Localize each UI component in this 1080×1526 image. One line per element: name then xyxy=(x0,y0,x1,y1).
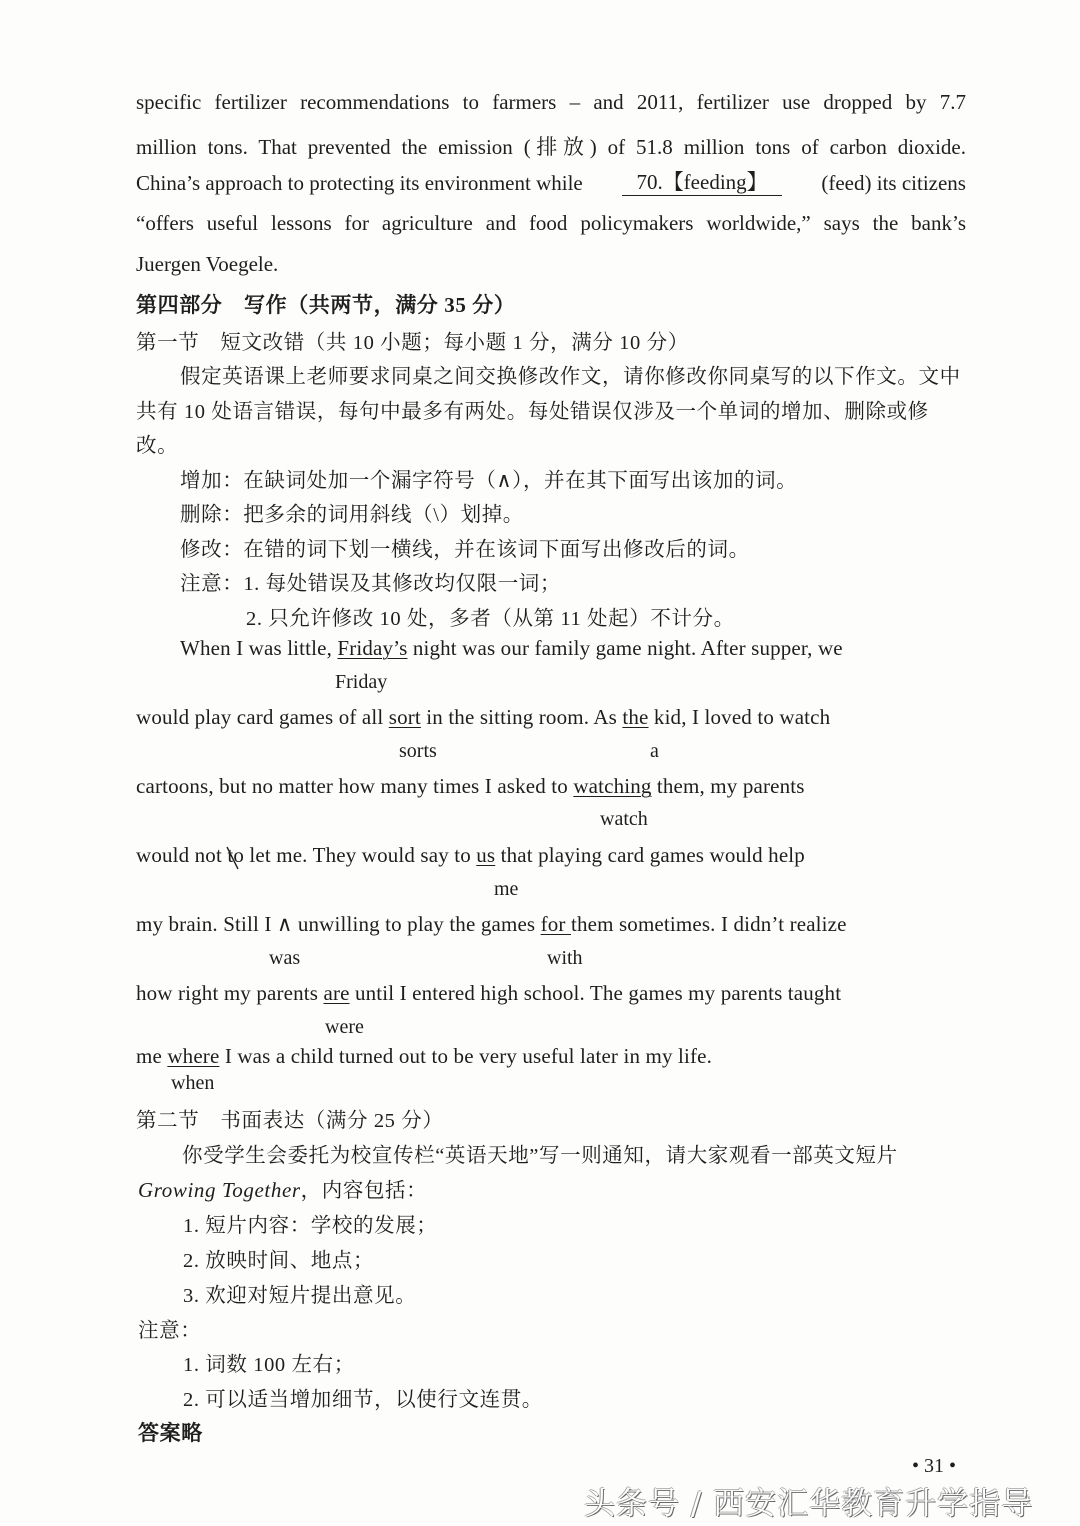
section2-note-2: 2. 可以适当增加细节，以使行文连贯。 xyxy=(183,1389,543,1411)
error-word: the xyxy=(622,705,649,729)
essay-text: cartoons, but no matter how many times I asked to xyxy=(136,774,574,798)
correction-word: when xyxy=(171,1072,215,1094)
essay-text: let me. They would say to xyxy=(243,843,477,867)
error-word: us xyxy=(476,843,496,867)
essay-text: kid, I loved to watch xyxy=(648,705,831,729)
instruction-line-1: 假定英语课上老师要求同桌之间交换修改作文，请你修改你同桌写的以下作文。文中 xyxy=(180,366,961,388)
error-word: watching xyxy=(573,774,652,798)
section2-note-1: 1. 词数 100 左右； xyxy=(183,1354,355,1376)
rule-delete: 删除：把多余的词用斜线（\）划掉。 xyxy=(180,504,524,526)
answer-omitted: 答案略 xyxy=(138,1421,203,1445)
passage-text: China’s approach to protecting its environment while xyxy=(136,171,583,195)
error-word: sort xyxy=(388,705,421,729)
section2-prompt-line-1: 你受学生会委托为校宣传栏“英语天地”写一则通知，请大家观看一部英文短片 xyxy=(182,1145,898,1167)
passage-line-4: “offers useful lessons for agriculture and food policymakers worldwide,” says the bank’s xyxy=(136,211,966,235)
film-title: Growing Together xyxy=(138,1178,301,1202)
correction-word: a xyxy=(650,740,659,762)
passage-line-2: million tons. That prevented the emission (排放) of 51.8 million tons of carbon dioxide. xyxy=(136,135,966,159)
essay-text: them, my parents xyxy=(651,774,805,798)
page-number: • 31 • xyxy=(912,1455,957,1477)
essay-line-4 xyxy=(136,843,805,868)
essay-text: how right my parents xyxy=(136,981,324,1005)
part4-title: 第四部分 写作（共两节，满分 35 分） xyxy=(136,293,516,317)
essay-text: until I entered high school. The games my parents taught xyxy=(349,981,842,1005)
error-word: are xyxy=(323,981,350,1005)
essay-line-5 xyxy=(136,912,847,937)
essay-text: my brain. Still I xyxy=(136,912,277,936)
note-2: 2. 只允许修改 10 处，多者（从第 11 处起）不计分。 xyxy=(246,608,735,630)
essay-line-6 xyxy=(136,981,841,1006)
essay-text: unwilling to play the games xyxy=(292,912,541,936)
correction-word: Friday xyxy=(335,671,388,693)
essay-text: would play card games of all xyxy=(136,705,389,729)
correction-word: with xyxy=(547,947,583,969)
correction-word: sorts xyxy=(399,740,437,762)
section1-title: 第一节 短文改错（共 10 小题；每小题 1 分，满分 10 分） xyxy=(136,332,689,354)
strike-slash-icon xyxy=(225,845,245,875)
essay-line-7 xyxy=(136,1044,712,1069)
content-point-3: 3. 欢迎对短片提出意见。 xyxy=(183,1285,417,1307)
correction-word: me xyxy=(494,878,519,900)
essay-text: them sometimes. I didn’t realize xyxy=(570,912,847,936)
rule-modify: 修改：在错的词下划一横线，并在该词下面写出修改后的词。 xyxy=(180,539,750,561)
note-row-1 xyxy=(180,566,561,596)
content-point-2: 2. 放映时间、地点； xyxy=(183,1250,375,1272)
passage-text: (feed) its citizens xyxy=(821,171,966,195)
correction-word: was xyxy=(269,947,301,969)
essay-text: that playing card games would help xyxy=(495,843,805,867)
essay-text: night was our family game night. After supper, we xyxy=(407,636,843,660)
deleted-word-text: to xyxy=(227,843,244,867)
answer-blank-70: 70.【feeding】 xyxy=(622,171,781,196)
note-1: 1. 每处错误及其修改均仅限一词； xyxy=(243,573,562,595)
correction-word: were xyxy=(325,1016,364,1038)
essay-text: would not xyxy=(136,843,228,867)
essay-text: me xyxy=(136,1044,168,1068)
section2-prompt-line-2 xyxy=(138,1173,427,1203)
instruction-line-2: 共有 10 处语言错误，每句中最多有两处。每处错误仅涉及一个单词的增加、删除或修 xyxy=(136,401,929,423)
essay-text: I was a child turned out to be very useful later in my life. xyxy=(219,1044,713,1068)
essay-line-3 xyxy=(136,774,805,799)
essay-text: When I was little, xyxy=(180,636,338,660)
essay-text: in the sitting room. As xyxy=(420,705,623,729)
essay-line-2 xyxy=(136,705,830,730)
essay-line-1 xyxy=(180,636,843,661)
caret-insert-mark: ∧ xyxy=(276,912,293,936)
deleted-word xyxy=(227,843,244,868)
passage-line-5: Juergen Voegele. xyxy=(136,252,279,276)
section2-title: 第二节 书面表达（满分 25 分） xyxy=(136,1110,444,1132)
section2-note-label: 注意： xyxy=(138,1320,202,1342)
content-point-1: 1. 短片内容：学校的发展； xyxy=(183,1215,438,1237)
error-word: for xyxy=(540,912,571,936)
passage-line-3 xyxy=(136,171,966,196)
rule-add: 增加：在缺词处加一个漏字符号（∧），并在其下面写出该加的词。 xyxy=(180,470,798,492)
error-word: Friday’s xyxy=(337,636,408,660)
instruction-line-3: 改。 xyxy=(136,435,179,457)
error-word: where xyxy=(167,1044,220,1068)
correction-word: watch xyxy=(600,808,648,830)
prompt-text: ，内容包括： xyxy=(300,1180,428,1202)
passage-line-1: specific fertilizer recommendations to farmers – and 2011, fertilizer use dropped by 7.7 xyxy=(136,90,966,114)
note-label: 注意： xyxy=(180,573,244,595)
watermark: 头条号 / 西安汇华教育升学指导 xyxy=(584,1486,1034,1522)
